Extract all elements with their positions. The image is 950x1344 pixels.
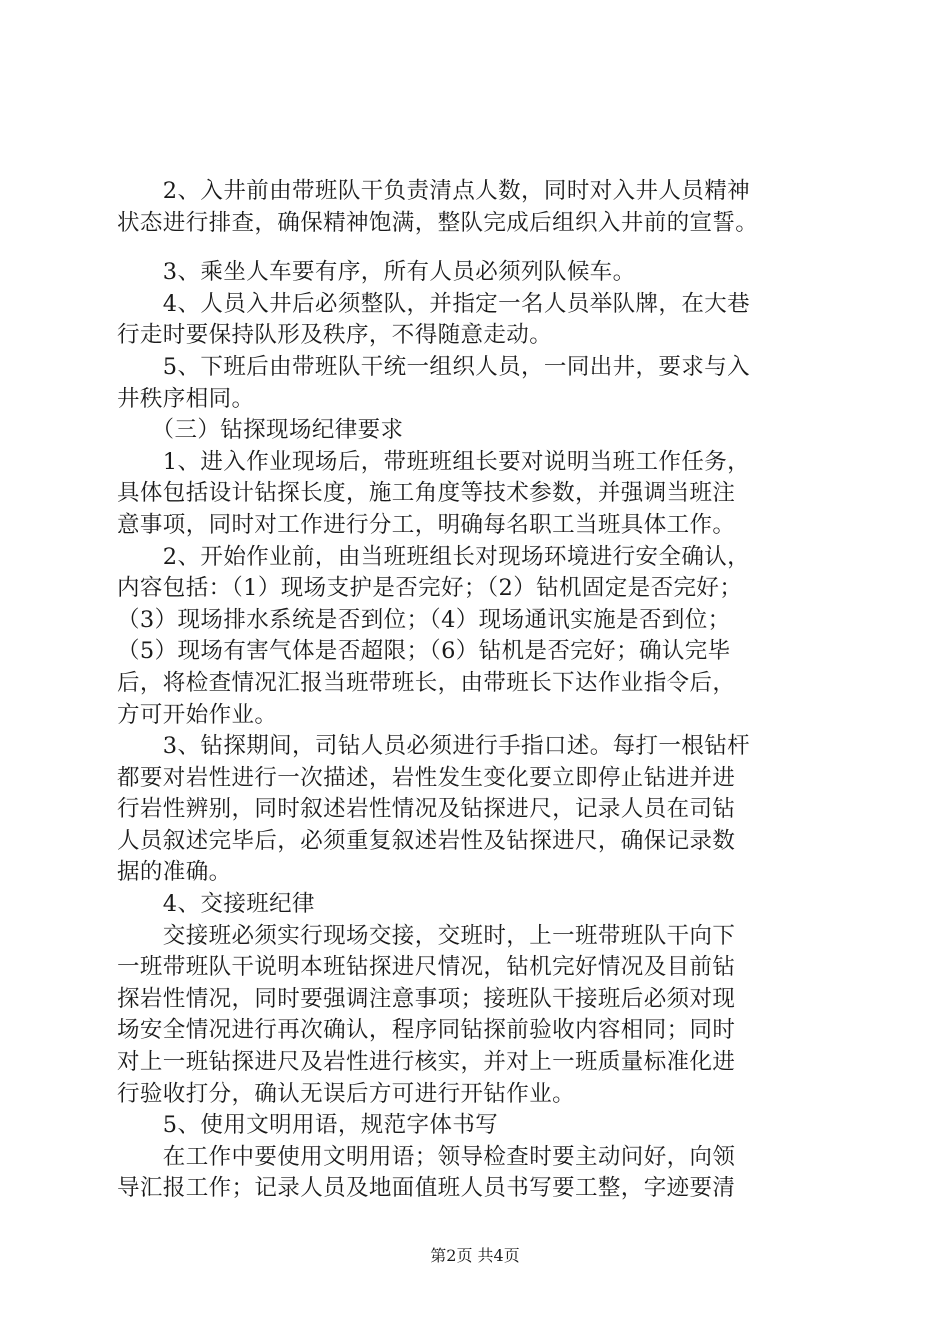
text-line: 5、下班后由带班队干统一组织人员，一同出井，要求与入 xyxy=(117,353,751,380)
text-line: 都要对岩性进行一次描述，岩性发生变化要立即停止钻进并进 xyxy=(117,764,736,791)
page-number-label: 第2页 共4页 xyxy=(430,1246,520,1265)
text-line: 一班带班队干说明本班钻探进尺情况，钻机完好情况及目前钻 xyxy=(117,954,736,981)
paragraph-gap xyxy=(117,239,837,257)
text-line: 据的准确。 xyxy=(117,859,232,886)
text-line: 3、钻探期间，司钻人员必须进行手指口述。每打一根钻杆 xyxy=(117,733,751,760)
text-line: 状态进行排查，确保精神饱满，整队完成后组织入井前的宣誓。 xyxy=(117,209,759,236)
subsection-heading: 5、使用文明用语，规范字体书写 xyxy=(117,1112,499,1139)
text-line: 内容包括：（1）现场支护是否完好；（2）钻机固定是否完好； xyxy=(117,575,743,602)
text-line: 人员叙述完毕后，必须重复叙述岩性及钻探进尺，确保记录数 xyxy=(117,827,736,854)
text-line: 交接班必须实行现场交接，交班时，上一班带班队干向下 xyxy=(117,922,736,949)
text-line: 意事项，同时对工作进行分工，明确每名职工当班具体工作。 xyxy=(117,511,736,538)
subsection-heading: 4、交接班纪律 xyxy=(117,891,315,918)
text-line: 方可开始作业。 xyxy=(117,701,278,728)
text-line: 井秩序相同。 xyxy=(117,385,255,412)
text-line: 对上一班钻探进尺及岩性进行核实，并对上一班质量标准化进 xyxy=(117,1049,736,1076)
text-line: 行验收打分，确认无误后方可进行开钻作业。 xyxy=(117,1080,576,1107)
text-line: 3、乘坐人车要有序，所有人员必须列队候车。 xyxy=(117,259,636,286)
section-heading: （三）钻探现场纪律要求 xyxy=(117,417,404,444)
page-footer xyxy=(0,1246,950,1266)
text-line: 在工作中要使用文明用语；领导检查时要主动问好，向领 xyxy=(117,1143,736,1170)
text-line: 2、入井前由带班队干负责清点人数，同时对入井人员精神 xyxy=(117,178,751,204)
text-line: 导汇报工作；记录人员及地面值班人员书写要工整，字迹要清 xyxy=(117,1175,736,1202)
text-line: 行岩性辨别，同时叙述岩性情况及钻探进尺，记录人员在司钻 xyxy=(117,796,736,823)
text-line: 后，将检查情况汇报当班带班长，由带班长下达作业指令后， xyxy=(117,669,736,696)
text-line: （5）现场有害气体是否超限；（6）钻机是否完好；确认完毕 xyxy=(117,638,731,665)
text-line: 具体包括设计钻探长度，施工角度等技术参数，并强调当班注 xyxy=(117,480,736,507)
text-line: 4、人员入井后必须整队，并指定一名人员举队牌，在大巷 xyxy=(117,290,751,317)
text-line: 1、进入作业现场后，带班班组长要对说明当班工作任务， xyxy=(117,448,751,475)
text-line: 2、开始作业前，由当班班组长对现场环境进行安全确认， xyxy=(117,543,751,570)
text-line: 探岩性情况，同时要强调注意事项；接班队干接班后必须对现 xyxy=(117,985,736,1012)
text-line: 场安全情况进行再次确认，程序同钻探前验收内容相同；同时 xyxy=(117,1017,736,1044)
document-body xyxy=(117,176,837,1205)
text-line: （3）现场排水系统是否到位；（4）现场通讯实施是否到位； xyxy=(117,606,731,633)
text-line: 行走时要保持队形及秩序，不得随意走动。 xyxy=(117,322,553,349)
